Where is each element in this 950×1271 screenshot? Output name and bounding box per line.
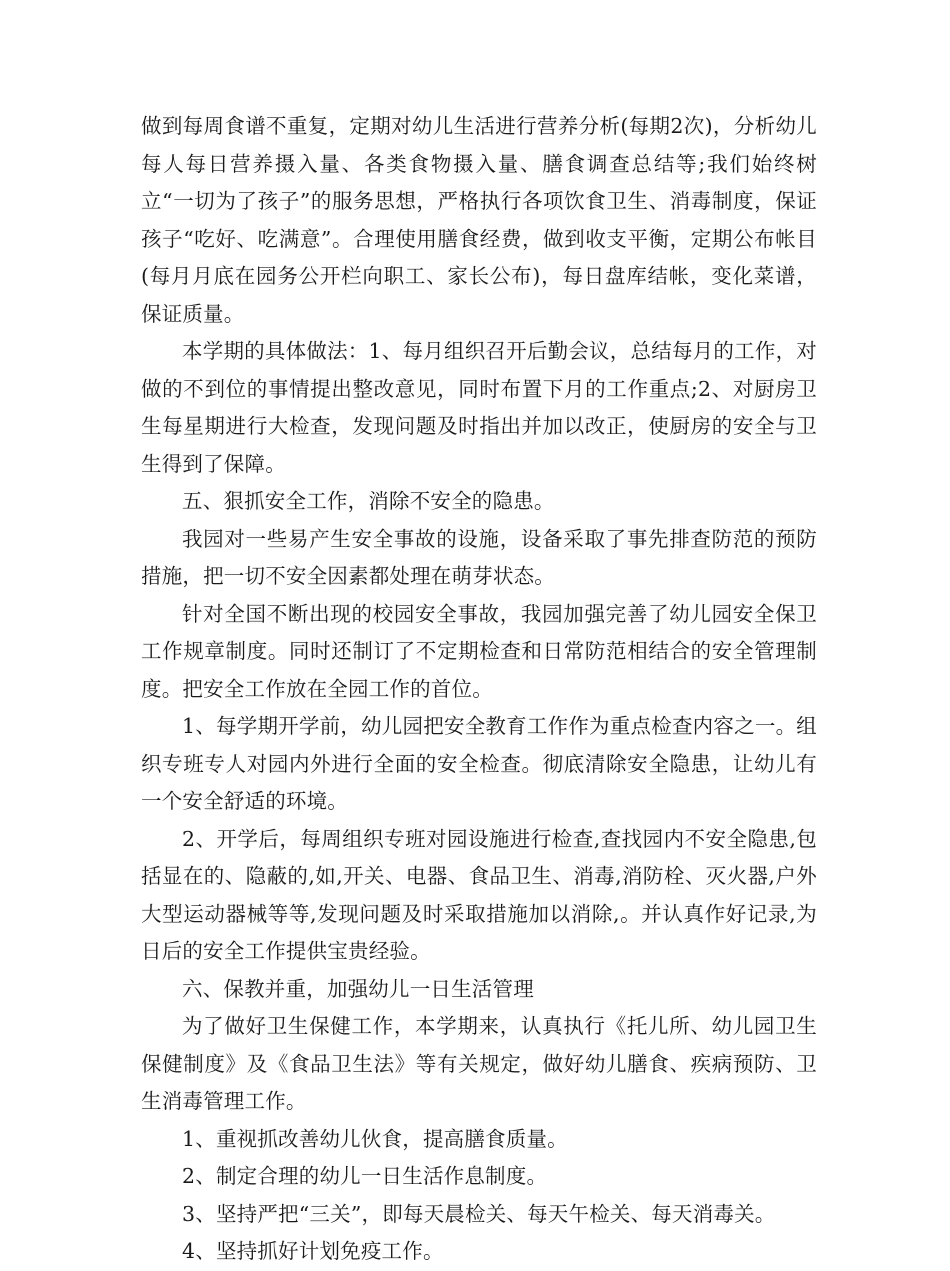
paragraph-9: 为了做好卫生保健工作，本学期来，认真执行《托儿所、幼儿园卫生保健制度》及《食品卫生法》等有关规定，做好幼儿膳食、疾病预防、卫生消毒管理工作。 xyxy=(141,1014,817,1113)
paragraph-7: 2、开学后，每周组织专班对园设施进行检查,查找园内不安全隐患,包括显在的、隐蔽的,如,开关、电器、食品卫生、消毒,消防栓、灭火器,户外大型运动器械等等,发现问题及时采取措施加以消除,。并认真作好记录,为日后的安全工作提供宝贵经验。 xyxy=(141,826,817,963)
paragraph-1: 做到每周食谱不重复，定期对幼儿生活进行营养分析(每期2次)，分析幼儿每人每日营养摄入量、各类食物摄入量、膳食调查总结等;我们始终树立“一切为了孩子”的服务思想，严格执行各项饮食卫生、消毒制度，保证孩子“吃好、吃满意”。合理使用膳食经费，做到收支平衡，定期公布帐目(每月月底在园务公开栏向职工、家长公布)，每日盘库结帐，变化菜谱，保证质量。 xyxy=(141,114,817,326)
list-item-2: 2、制定合理的幼儿一日生活作息制度。 xyxy=(182,1164,548,1188)
document-body xyxy=(141,108,817,1271)
list-item-1: 1、重视抓改善幼儿伙食，提高膳食质量。 xyxy=(182,1126,568,1151)
paragraph-5: 针对全国不断出现的校园安全事故，我园加强完善了幼儿园安全保卫工作规章制度。同时还制订了不定期检查和日常防范相结合的安全管理制度。把安全工作放在全园工作的首位。 xyxy=(141,601,817,701)
list-item-3: 3、坚持严把“三关”，即每天晨检关、每天午检关、每天消毒关。 xyxy=(182,1201,776,1226)
section-heading-6: 六、保教并重，加强幼儿一日生活管理 xyxy=(182,976,534,1001)
paragraph-6: 1、每学期开学前，幼儿园把安全教育工作作为重点检查内容之一。组织专班专人对园内外进行全面的安全检查。彻底清除安全隐患，让幼儿有一个安全舒适的环境。 xyxy=(141,714,817,813)
paragraph-4: 我园对一些易产生安全事故的设施，设备采取了事先排查防范的预防措施，把一切不安全因素都处理在萌芽状态。 xyxy=(141,526,817,588)
paragraph-2: 本学期的具体做法：1、每月组织召开后勤会议，总结每月的工作，对做的不到位的事情提出整改意见，同时布置下月的工作重点;2、对厨房卫生每星期进行大检查，发现问题及时指出并加以改正，使厨房的安全与卫生得到了保障。 xyxy=(141,339,817,476)
list-item-4: 4、坚持抓好计划免疫工作。 xyxy=(182,1239,444,1263)
section-heading-5: 五、狠抓安全工作，消除不安全的隐患。 xyxy=(182,489,555,513)
